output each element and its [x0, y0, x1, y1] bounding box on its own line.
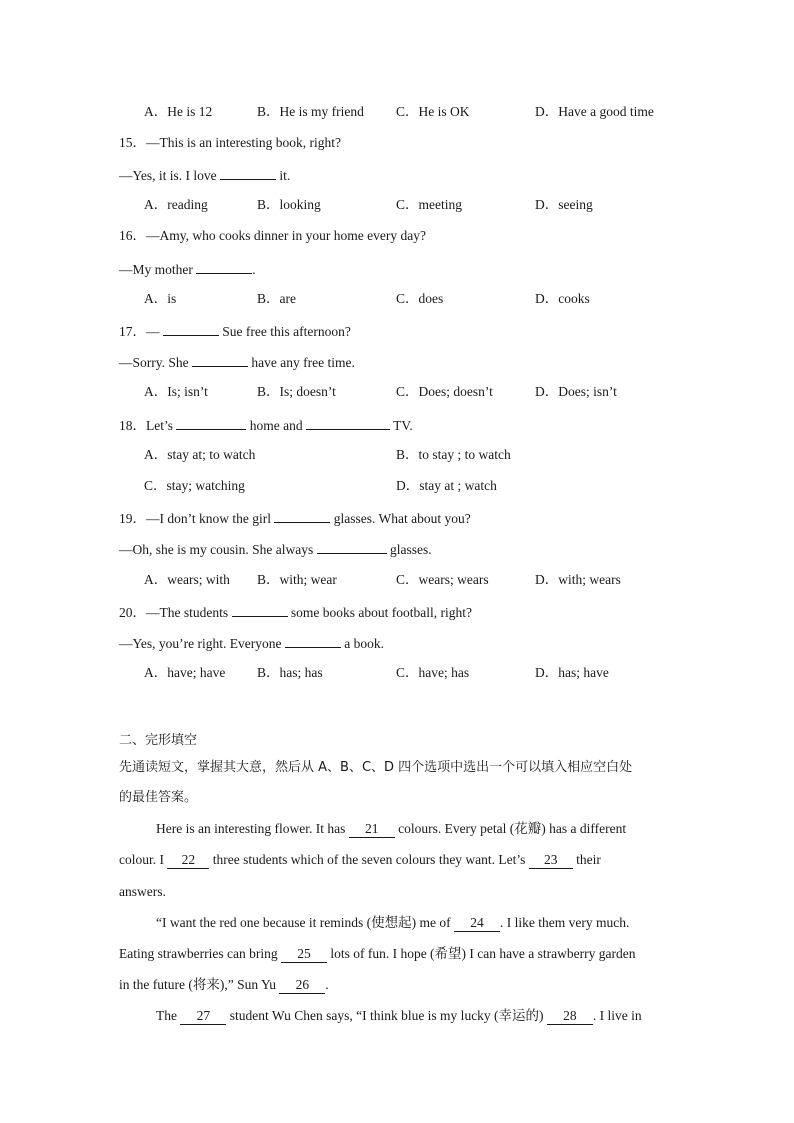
passage-line-5 — [119, 945, 635, 963]
passage-text: Eating strawberries can bring — [119, 946, 278, 961]
q18-blank-2 — [306, 415, 390, 430]
q15-answer — [119, 165, 290, 185]
passage-line-6 — [119, 976, 329, 994]
q15-answer-pre: —Yes, it is. I love — [119, 168, 217, 183]
q20-question-post: some books about football, right? — [290, 605, 472, 620]
passage-line-4 — [156, 914, 629, 932]
q17-question-post: Sue free this afternoon? — [222, 324, 351, 339]
section-instructions-line-1: 先通读短文，掌握其大意，然后从 A、B、C、D 四个选项中选出一个可以填入相应空白处 — [119, 760, 633, 775]
blank-26: 26 — [279, 977, 325, 994]
q15-option-c: C．meeting — [396, 197, 462, 212]
q14-option-c: C．He is OK — [396, 104, 470, 119]
q16-answer-post: . — [252, 262, 256, 277]
q17-question — [119, 321, 351, 341]
q16-option-d: D．cooks — [535, 291, 590, 306]
blank-23: 23 — [529, 852, 573, 869]
q17-option-d: D．Does; isn’t — [535, 384, 617, 399]
passage-line-2 — [119, 851, 601, 869]
passage-text: . — [325, 977, 329, 992]
blank-24: 24 — [454, 915, 500, 932]
blank-25: 25 — [281, 946, 327, 963]
section-instructions-line-2: 的最佳答案。 — [119, 790, 198, 805]
passage-text: colours. Every petal (花瓣) has a different — [398, 821, 627, 836]
passage-text: “I want the red one because it reminds (使想起) me of — [156, 915, 451, 930]
passage-line-1 — [156, 820, 626, 838]
q17-answer-pre: —Sorry. She — [119, 355, 189, 370]
q20-blank-2 — [285, 633, 341, 648]
q18-question-post: TV. — [393, 418, 413, 433]
q19-blank-1 — [274, 508, 330, 523]
q19-question-post: glasses. What about you? — [333, 511, 471, 526]
q19-question-pre: 19．—I don’t know the girl — [119, 511, 271, 526]
q20-question — [119, 602, 472, 622]
passage-line-7 — [156, 1007, 642, 1025]
passage-text: . I like them very much. — [500, 915, 630, 930]
passage-text: colour. I — [119, 852, 164, 867]
passage-text: . I live in — [592, 1008, 642, 1023]
passage-text: three students which of the seven colours they want. Let’s — [212, 852, 526, 867]
q18-option-b: B．to stay ; to watch — [396, 447, 511, 462]
q20-option-b: B．has; has — [257, 665, 323, 680]
q19-blank-2 — [317, 539, 387, 554]
q20-blank-1 — [232, 602, 288, 617]
section-title: 二、完形填空 — [119, 733, 198, 748]
q18-question-mid: home and — [249, 418, 303, 433]
blank-27: 27 — [180, 1008, 226, 1025]
q19-option-a: A．wears; with — [144, 572, 230, 587]
q15-blank — [220, 165, 276, 180]
passage-text: student Wu Chen says, “I think blue is my lucky (幸运的) — [229, 1008, 544, 1023]
q20-answer-pre: —Yes, you’re right. Everyone — [119, 636, 282, 651]
q20-option-c: C．have; has — [396, 665, 470, 680]
q17-option-a: A．Is; isn’t — [144, 384, 208, 399]
q15-question: 15．—This is an interesting book, right? — [119, 135, 341, 150]
q14-option-b: B．He is my friend — [257, 104, 364, 119]
q17-option-b: B．Is; doesn’t — [257, 384, 336, 399]
q18-blank-1 — [176, 415, 246, 430]
q18-option-a: A．stay at; to watch — [144, 447, 256, 462]
blank-22: 22 — [167, 852, 209, 869]
q16-answer-pre: —My mother — [119, 262, 193, 277]
q15-option-a: A．reading — [144, 197, 208, 212]
q17-blank-2 — [192, 352, 248, 367]
q19-answer-pre: —Oh, she is my cousin. She always — [119, 542, 314, 557]
q17-answer-post: have any free time. — [251, 355, 355, 370]
passage-text: lots of fun. I hope (希望) I can have a strawberry garden — [330, 946, 636, 961]
passage-text: in the future (将来),” Sun Yu — [119, 977, 276, 992]
q14-option-d: D．Have a good time — [535, 104, 654, 119]
q20-answer — [119, 633, 384, 653]
q20-answer-post: a book. — [344, 636, 384, 651]
q19-option-c: C．wears; wears — [396, 572, 489, 587]
q19-question — [119, 508, 471, 528]
q18-question — [119, 415, 413, 435]
q16-option-c: C．does — [396, 291, 444, 306]
q17-option-c: C．Does; doesn’t — [396, 384, 493, 399]
q16-blank — [196, 259, 252, 274]
q18-option-c: C．stay; watching — [144, 478, 245, 493]
q20-option-a: A．have; have — [144, 665, 226, 680]
q15-option-d: D．seeing — [535, 197, 593, 212]
q16-question: 16．—Amy, who cooks dinner in your home every day? — [119, 228, 426, 243]
q20-question-pre: 20．—The students — [119, 605, 229, 620]
q15-option-b: B．looking — [257, 197, 321, 212]
q16-answer — [119, 259, 256, 279]
q16-option-b: B．are — [257, 291, 296, 306]
q20-option-d: D．has; have — [535, 665, 609, 680]
passage-text: Here is an interesting flower. It has — [156, 821, 346, 836]
q17-question-pre: 17．— — [119, 324, 160, 339]
q14-option-a: A．He is 12 — [144, 104, 213, 119]
passage-text: The — [156, 1008, 177, 1023]
blank-21: 21 — [349, 821, 395, 838]
passage-text: their — [576, 852, 601, 867]
q15-answer-post: it. — [279, 168, 291, 183]
blank-28: 28 — [547, 1008, 593, 1025]
q17-blank-1 — [163, 321, 219, 336]
passage-line-3: answers. — [119, 884, 166, 899]
q17-answer — [119, 352, 355, 372]
q16-option-a: A．is — [144, 291, 177, 306]
q19-answer-post: glasses. — [389, 542, 432, 557]
q18-option-d: D．stay at ; watch — [396, 478, 497, 493]
q19-answer — [119, 539, 432, 559]
q19-option-d: D．with; wears — [535, 572, 621, 587]
q18-question-pre: 18．Let’s — [119, 418, 173, 433]
q19-option-b: B．with; wear — [257, 572, 337, 587]
